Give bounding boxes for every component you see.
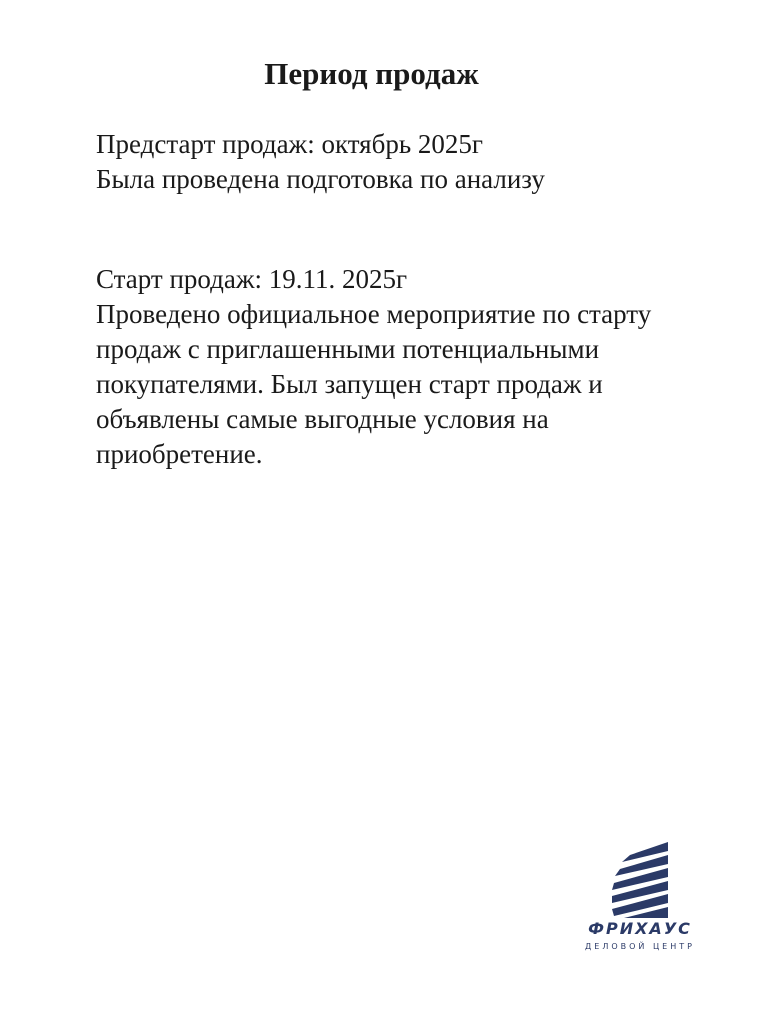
logo-name: ФРИХАУС: [588, 919, 692, 938]
start-text-line: Проведено официальное мероприятие по старту: [96, 299, 652, 329]
logo-subtitle: ДЕЛОВОЙ ЦЕНТР: [585, 942, 695, 951]
start-text-line: покупателями. Был запущен старт продаж и: [96, 369, 603, 399]
start-section: [96, 262, 736, 472]
building-stripes-icon: [612, 842, 668, 918]
presale-text: Была проведена подготовка по анализу: [96, 164, 545, 194]
start-text-line: продаж с приглашенными потенциальными: [96, 334, 600, 364]
start-text-line: объявлены самые выгодные условия на: [96, 404, 549, 434]
presale-section: [96, 127, 736, 197]
start-heading: Старт продаж: 19.11. 2025г: [96, 264, 408, 294]
page-title: Период продаж: [264, 56, 479, 91]
presale-heading: Предстарт продаж: октябрь 2025г: [96, 129, 483, 159]
start-text-line: приобретение.: [96, 439, 263, 469]
company-logo: [560, 842, 720, 962]
